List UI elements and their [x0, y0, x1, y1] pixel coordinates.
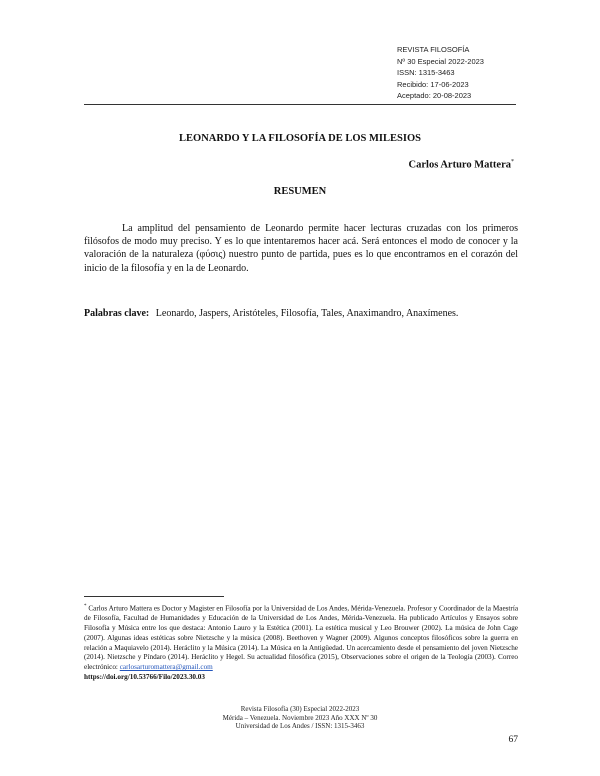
header-divider	[84, 104, 516, 105]
received-date: Recibido: 17-06-2023	[397, 79, 469, 89]
journal-header	[397, 44, 484, 102]
footnote-text: Carlos Arturo Mattera es Doctor y Magister en Filosofía por la Universidad de Los Andes, Mérida-Venezuela. Profesor y Coordinador de la Maestría de Filosofía, Facultad de Humanidades y Educación de la Universidad de Los Andes, Mérida-Venezuela. Ha publicado Artículos y Ensayos sobre Filosofía y Música entre los que destaca: Antonio Lauro y la Estética (2001). La estética musical y Leo Brouwer (2002). La música de John Cage (2007). Algunas ideas estéticas sobre Nietzsche y la música (2008). Beethoven y Wagner (2009). Algunos conceptos filosóficos sobre la guerra en relación a Maquiavelo (2014). Heráclito y la Música (2014). La Música en la Antigüedad. Un acercamiento desde el pensamiento del joven Nietzsche (2014). Nietzsche y Píndaro (2014). Heráclito y Hegel. Su actualidad filosófica (2015), Observaciones sobre el origen de la Teología (2003). Correo electrónico:	[84, 604, 519, 672]
keywords-label: Palabras clave:	[84, 308, 150, 319]
footnote-body	[84, 602, 518, 683]
article-title: LEONARDO Y LA FILOSOFÍA DE LOS MILESIOS	[179, 133, 421, 144]
abstract-heading: RESUMEN	[273, 186, 327, 197]
author-name-text: Carlos Arturo Mattera	[408, 159, 511, 171]
page-footer	[84, 705, 516, 731]
author-name	[409, 159, 514, 171]
abstract-text: La amplitud del pensamiento de Leonardo permite hacer lecturas cruzadas con los primeros filósofos de modo muy preciso. Y es lo que intentaremos hacer acá. Será entonces el modo de conocer y la valoración de la naturaleza (φύσις) nuestro punto de partida, pues es lo que encontramos en el corazón del inicio de la filosofía y en la de Leonardo.	[84, 223, 518, 274]
page-number: 67	[508, 735, 518, 745]
keywords	[84, 308, 458, 319]
journal-name: REVISTA FILOSOFÍA	[397, 45, 470, 54]
accepted-date: Aceptado: 20-08-2023	[397, 91, 472, 101]
footer-line-university: Universidad de Los Andes / ISSN: 1315-3463	[235, 722, 365, 731]
footnote-mark: *	[84, 604, 87, 609]
author-email-link[interactable]: carlosarturomattera@gmail.com	[119, 663, 213, 672]
journal-issue: Nº 30 Especial 2022-2023	[397, 56, 484, 66]
footer-line-journal: Revista Filosofía (30) Especial 2022-2023	[240, 705, 360, 713]
doi-link[interactable]: https://doi.org/10.53766/Filo/2023.30.03	[84, 672, 205, 681]
keywords-list: Leonardo, Jaspers, Aristóteles, Filosofía, Tales, Anaximandro, Anaxímenes.	[155, 308, 459, 319]
footnote-divider	[84, 596, 224, 597]
footer-line-place: Mérida – Venezuela. Noviembre 2023 Año XXX Nº 30	[222, 713, 378, 722]
author-footnote-mark[interactable]: *	[511, 159, 514, 165]
journal-issn: ISSN: 1315-3463	[397, 68, 455, 78]
abstract	[84, 222, 518, 275]
footnote	[84, 602, 518, 683]
